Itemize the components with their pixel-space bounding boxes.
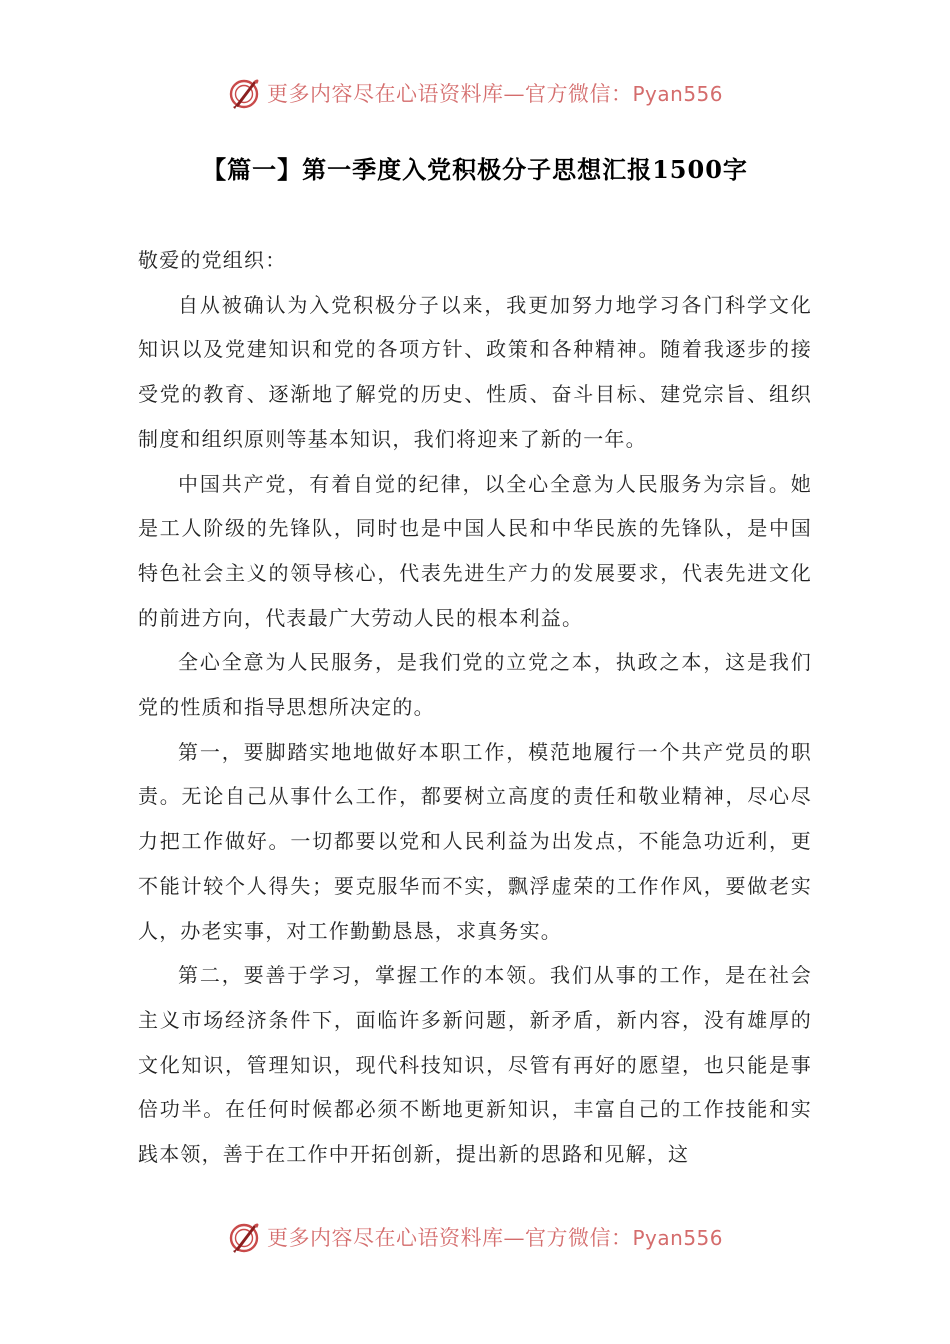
header-banner: [0, 73, 950, 113]
paragraph-2: 中国共产党，有着自觉的纪律，以全心全意为人民服务为宗旨。她是工人阶级的先锋队，同时也是中国人民和中华民族的先锋队，是中国特色社会主义的领导核心，代表先进生产力的发展要求，代表先进文化的前进方向，代表最广大劳动人民的根本利益。: [138, 471, 812, 630]
footer-banner: [0, 1217, 950, 1257]
banner-text: [267, 1222, 723, 1252]
paragraph-1: 自从被确认为入党积极分子以来，我更加努力地学习各门科学文化知识以及党建知识和党的各项方针、政策和各种精神。随着我逐步的接受党的教育、逐渐地了解党的历史、性质、奋斗目标、建党宗旨、组织制度和组织原则等基本知识，我们将迎来了新的一年。: [138, 292, 812, 451]
document-body: [138, 238, 812, 1177]
banner-wechat-id: Pyan556: [632, 1226, 723, 1250]
banner-text-cn: 更多内容尽在心语资料库—官方微信：: [266, 82, 633, 106]
quill-pen-logo-icon: [227, 76, 261, 110]
banner-text-cn: 更多内容尽在心语资料库—官方微信：: [266, 1226, 633, 1250]
paragraph-3: 全心全意为人民服务，是我们党的立党之本，执政之本，这是我们党的性质和指导思想所决定的。: [138, 650, 812, 720]
salutation: 敬爱的党组织：: [138, 248, 287, 272]
banner-wechat-id: Pyan556: [632, 82, 723, 106]
paragraph-4: 第一，要脚踏实地地做好本职工作，模范地履行一个共产党员的职责。无论自己从事什么工作，都要树立高度的责任和敬业精神，尽心尽力把工作做好。一切都要以党和人民利益为出发点，不能急功近利，更不能计较个人得失；要克服华而不实，飘浮虚荣的工作作风，要做老实人，办老实事，对工作勤勤恳恳，求真务实。: [138, 739, 812, 943]
paragraph-5: 第二，要善于学习，掌握工作的本领。我们从事的工作，是在社会主义市场经济条件下，面临许多新问题，新矛盾，新内容，没有雄厚的文化知识，管理知识，现代科技知识，尽管有再好的愿望，也只能是事倍功半。在任何时候都必须不断地更新知识，丰富自己的工作技能和实践本领，善于在工作中开拓创新，提出新的思路和见解，这: [138, 963, 812, 1167]
document-title: 【篇一】第一季度入党积极分子思想汇报1500字: [202, 155, 748, 184]
quill-pen-logo-icon: [227, 1220, 261, 1254]
banner-text: [267, 78, 723, 108]
